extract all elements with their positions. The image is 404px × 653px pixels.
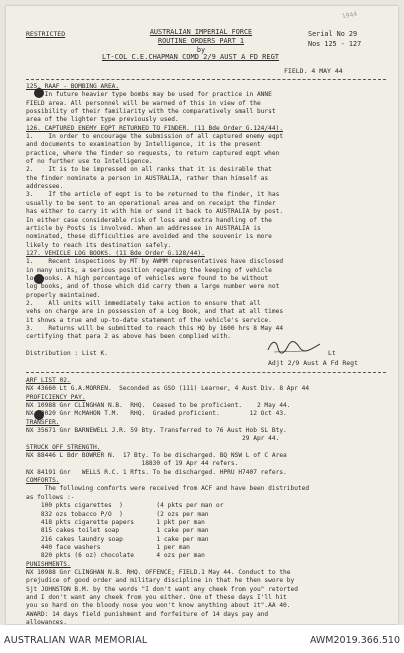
text-line: NX 39020 Gnr McMAHON T.M. RHQ. Graded proficient. 12 Oct 43. bbox=[26, 410, 287, 418]
text-line: 418 pkts cigarette papers 1 pkt per man bbox=[26, 518, 205, 526]
text-line: 820 pkts (6 oz) chocolate 4 ozs per man bbox=[26, 552, 205, 560]
text-line: 1. Recent inspections by MT by AWMM representatives have disclosed bbox=[26, 258, 284, 266]
text-line: prejudice of good order and military discipline in that he then swore by bbox=[26, 577, 295, 585]
text-line: 2. All units will immediately take action to ensure that all bbox=[26, 299, 261, 307]
text-line: as follows :- bbox=[26, 493, 75, 501]
archive-footer bbox=[0, 625, 404, 653]
section-heading: 127. VEHICLE LOG BOOKS. (11 Bde Order G.128/44). bbox=[26, 249, 205, 257]
text-line: NX 84191 Gnr WELLS R.C. 1 Rfts. To be discharged. HPRU H7407 refers. bbox=[26, 468, 287, 476]
text-line: 440 face washers 1 per man bbox=[26, 543, 190, 551]
signature-block bbox=[268, 348, 358, 368]
serial-number: Serial No 29 bbox=[308, 30, 358, 38]
text-line: NX 10988 Gnr CLINGHAN N.B. RHQ. OFFENCE; FIELD.1 May 44. Conduct to the bbox=[26, 568, 291, 576]
text-line: in many units, a serious position regarding the keeping of vehicle bbox=[26, 266, 272, 274]
text-line: you so hard on the bloody nose you won't know anything about it".AA 40. bbox=[26, 602, 291, 610]
signature-rank: Lt bbox=[328, 349, 336, 357]
classification-label: RESTRICTED bbox=[26, 30, 66, 38]
text-line: addressee. bbox=[26, 183, 64, 191]
text-line: properly maintained. bbox=[26, 291, 101, 299]
text-line: 216 cakes laundry soap 1 cake per man bbox=[26, 535, 209, 543]
text-line: NX 88446 L Bdr BOWRER N. 17 Bty. To be discharged. BQ NSW L of C Area bbox=[26, 452, 287, 460]
document-subtitle: ROUTINE ORDERS PART 1 bbox=[158, 37, 244, 45]
text-line: possibility of their familiarity with the comparatively small burst bbox=[26, 108, 276, 116]
text-line: Distribution : List K. bbox=[26, 350, 108, 357]
section-heading: COMFORTS. bbox=[26, 477, 60, 485]
text-line: In either case considerable risk of loss and extra handling of the bbox=[26, 216, 272, 224]
text-line: 3. Returns will be submitted to reach this HQ by 1600 hrs 8 May 44 bbox=[26, 324, 284, 332]
text-line: 1. In order to encourage the submission of all captured enemy eqpt bbox=[26, 133, 284, 141]
text-line: 18830 of 19 Apr 44 refers. bbox=[26, 460, 239, 468]
text-line: 29 Apr 44. bbox=[26, 435, 280, 443]
text-line: practice, where the finder so requests, to return captured eqpt when bbox=[26, 149, 280, 157]
text-line: usually to be sent to an operational area and on receipt the finder bbox=[26, 199, 276, 207]
section-heading: 126. CAPTURED ENEMY EQPT RETURNED TO FINDER. (11 Bde Order G.124/44). bbox=[26, 124, 284, 132]
text-line: 815 cakes toilet soap 1 cake per man bbox=[26, 527, 209, 535]
text-line: In future heavier type bombs may be used for practice in ANNE bbox=[26, 91, 272, 99]
text-line: of no further use to Intelligence. bbox=[26, 158, 153, 166]
text-line: nominated, these difficulties are avoided and the souvenir is more bbox=[26, 233, 272, 241]
field-date: FIELD. 4 MAY 44 bbox=[284, 67, 343, 75]
institution-name: AUSTRALIAN WAR MEMORIAL bbox=[4, 635, 148, 646]
text-line: NX 10988 Gnr CLINGHAN N.B. RHQ. Ceased to be proficient. 2 May 44. bbox=[26, 402, 291, 410]
section-heading: 125. RAAF - BOMBING AREA. bbox=[26, 83, 120, 90]
text-line: NX 43660 Lt G.A.MORREN. Seconded as GSO (111) Learner, 4 Aust Div. 8 Apr 44 bbox=[26, 385, 310, 393]
text-line: 3. If the article of eqpt is to be returned to the finder, it has bbox=[26, 191, 280, 199]
accession-number: AWM2019.366.510 bbox=[309, 635, 400, 646]
text-line: vehs on charge are in possession of a Log Book, and that at all times bbox=[26, 308, 284, 316]
text-line: and I don't want any cheek from you either. One of these days I'll hit bbox=[26, 593, 287, 601]
section-heading: PROFICIENCY PAY. bbox=[26, 393, 86, 401]
text-line: log books. A high percentage of vehicles were found to be without bbox=[26, 274, 269, 282]
text-line: log books, and of those which did carry them a large number were not bbox=[26, 283, 280, 291]
section-heading: STRUCK OFF STRENGTH. bbox=[26, 443, 101, 451]
text-line: 832 ozs tobacco P/O ) (2 ozs per man bbox=[26, 510, 209, 518]
text-line: Sjt JOHNSTON B.M. by the words "I don't want any cheek from you" retorted bbox=[26, 585, 298, 593]
text-line: has either to carry it with him or send it back to AUSTRALIA by post. bbox=[26, 208, 284, 216]
document-title-block bbox=[106, 28, 296, 55]
text-line: 100 pkts cigarettes ) (4 pkts per man or bbox=[26, 502, 224, 510]
text-line: The following comforts were received from ACF and have been distributed bbox=[26, 485, 310, 493]
signature-title: Adjt 2/9 Aust A Fd Regt bbox=[268, 359, 359, 367]
orders-part-1 bbox=[26, 83, 390, 358]
by-line: by bbox=[196, 46, 206, 54]
orders-part-2 bbox=[26, 377, 390, 624]
text-line: area of the lighter type previously used. bbox=[26, 116, 179, 124]
text-line: AWARD: 14 days field punishment and forfeiture of 14 days pay and bbox=[26, 610, 269, 618]
text-line: certifying that para 2 as above has been complied with. bbox=[26, 333, 231, 341]
text-line: and documents to examination by Intelligence, it is the present bbox=[26, 141, 261, 149]
serial-block bbox=[308, 29, 361, 49]
document-sheet bbox=[6, 6, 398, 624]
text-line: NX 35671 Gnr BARNEWELL J.R. 59 Bty. Transferred to 76 Aust Hob SL Bty. bbox=[26, 427, 287, 435]
text-line: article by Posts is involved. When an addressee in AUSTRALIA is bbox=[26, 224, 261, 232]
text-line: it shows a true and up-to-date statement of the vehicle's service. bbox=[26, 316, 272, 324]
text-line: allowances. bbox=[26, 618, 67, 624]
divider bbox=[26, 79, 386, 80]
divider bbox=[26, 372, 386, 373]
section-heading: ARF LIST 02. bbox=[26, 377, 71, 384]
text-line: 2. It is to be impressed on all ranks that it is desirable that bbox=[26, 166, 272, 174]
document-title: AUSTRALIAN IMPERIAL FORCE bbox=[149, 28, 253, 36]
section-heading: TRANSFER. bbox=[26, 418, 60, 426]
text-line: FIELD area. All personnel will be warned of this in view of the bbox=[26, 99, 261, 107]
section-heading: PUNISHMENTS. bbox=[26, 560, 71, 568]
order-numbers: Nos 125 - 127 bbox=[308, 40, 362, 48]
pencil-annotation: 1944 bbox=[341, 10, 358, 21]
text-line: the finder nominate a person in AUSTRALIA, rather than himself as bbox=[26, 174, 269, 182]
text-line: likely to reach its destination safely. bbox=[26, 241, 172, 249]
commander-line: LT-COL C.E.CHAPMAN COMD 2/9 AUST A FD REGT bbox=[102, 53, 280, 61]
